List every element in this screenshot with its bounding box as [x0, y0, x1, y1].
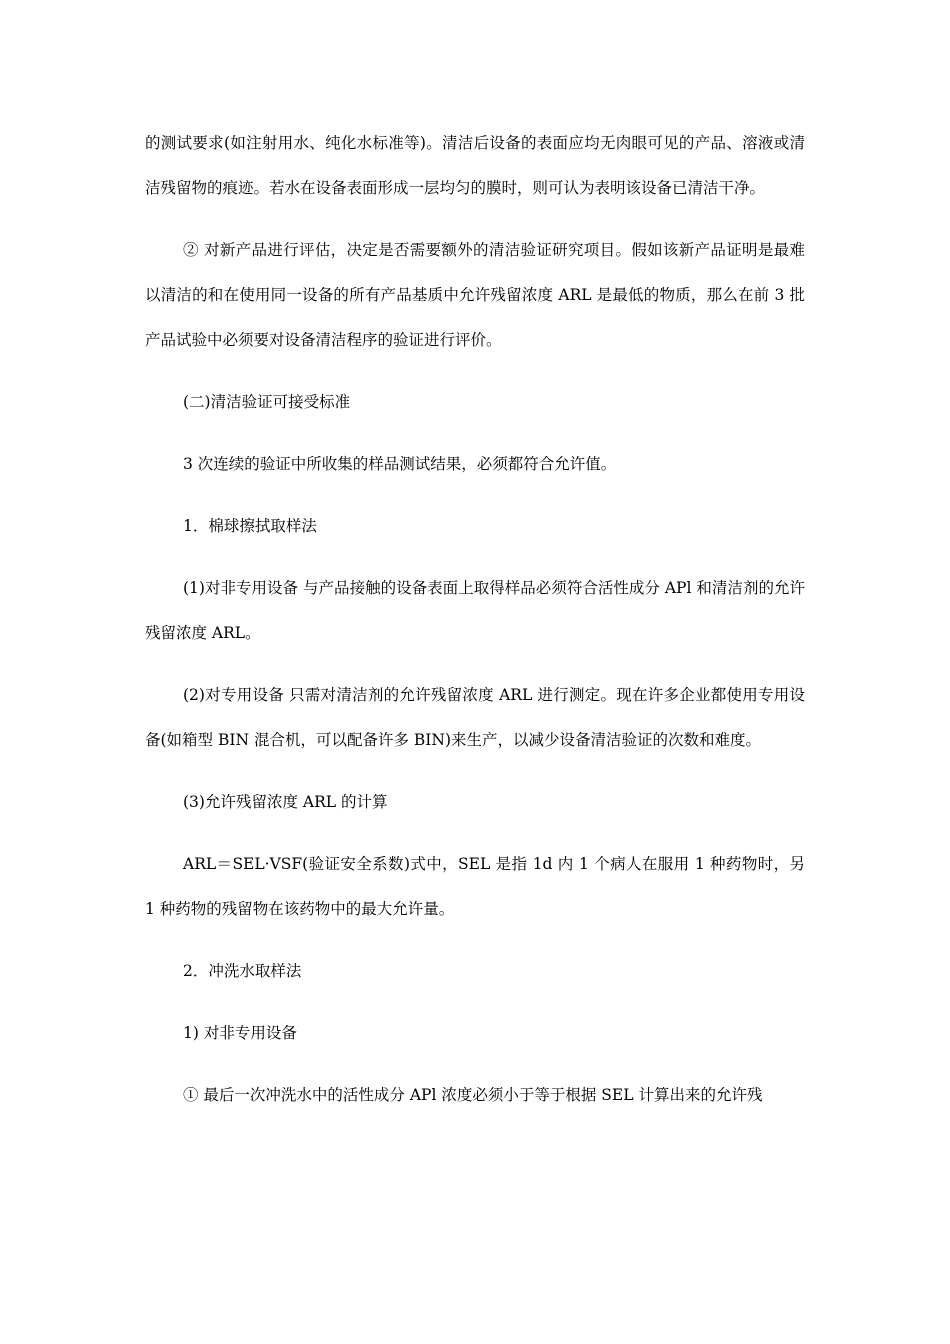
subheading-arl-calculation: (3)允许残留浓度 ARL 的计算: [183, 793, 388, 811]
paragraph-new-product-evaluation: ② 对新产品进行评估，决定是否需要额外的清洁验证研究项目。假如该新产品证明是最难以清洁的和在使用同一设备的所有产品基质中允许残留浓度 ARL 是最低的物质，那么在前 3 批产品试验中必须要对设备清洁程序的验证进行评价。: [145, 241, 805, 349]
paragraph-arl-formula: ARL＝SEL·VSF(验证安全系数)式中，SEL 是指 1d 内 1 个病人在服用 1 种药物时，另 1 种药物的残留物在该药物中的最大允许量。: [145, 855, 805, 918]
section-heading-acceptance-criteria: (二)清洁验证可接受标准: [183, 393, 351, 411]
paragraph-final-rinse-api: ① 最后一次冲洗水中的活性成分 APl 浓度必须小于等于根据 SEL 计算出来的允许残: [183, 1086, 763, 1104]
subheading-swab-sampling: 1．棉球擦拭取样法: [183, 517, 317, 535]
paragraph-three-validations: 3 次连续的验证中所收集的样品测试结果，必须都符合允许值。: [183, 455, 617, 473]
document-body: [145, 121, 805, 1118]
paragraph-dedicated-equipment: (2)对专用设备 只需对清洁剂的允许残留浓度 ARL 进行测定。现在许多企业都使用专用设备(如箱型 BIN 混合机，可以配备许多 BIN)来生产，以减少设备清洁验证的次数和难度。: [145, 686, 805, 749]
subheading-non-dedicated-rinse: 1) 对非专用设备: [183, 1024, 297, 1042]
subheading-rinse-sampling: 2．冲洗水取样法: [183, 962, 302, 980]
paragraph-test-requirements: 的测试要求(如注射用水、纯化水标准等)。清洁后设备的表面应均无肉眼可见的产品、溶液或清洁残留物的痕迹。若水在设备表面形成一层均匀的膜时，则可认为表明该设备已清洁干净。: [145, 134, 805, 197]
paragraph-non-dedicated-equipment: (1)对非专用设备 与产品接触的设备表面上取得样品必须符合活性成分 APl 和清洁剂的允许残留浓度 ARL。: [145, 579, 805, 642]
